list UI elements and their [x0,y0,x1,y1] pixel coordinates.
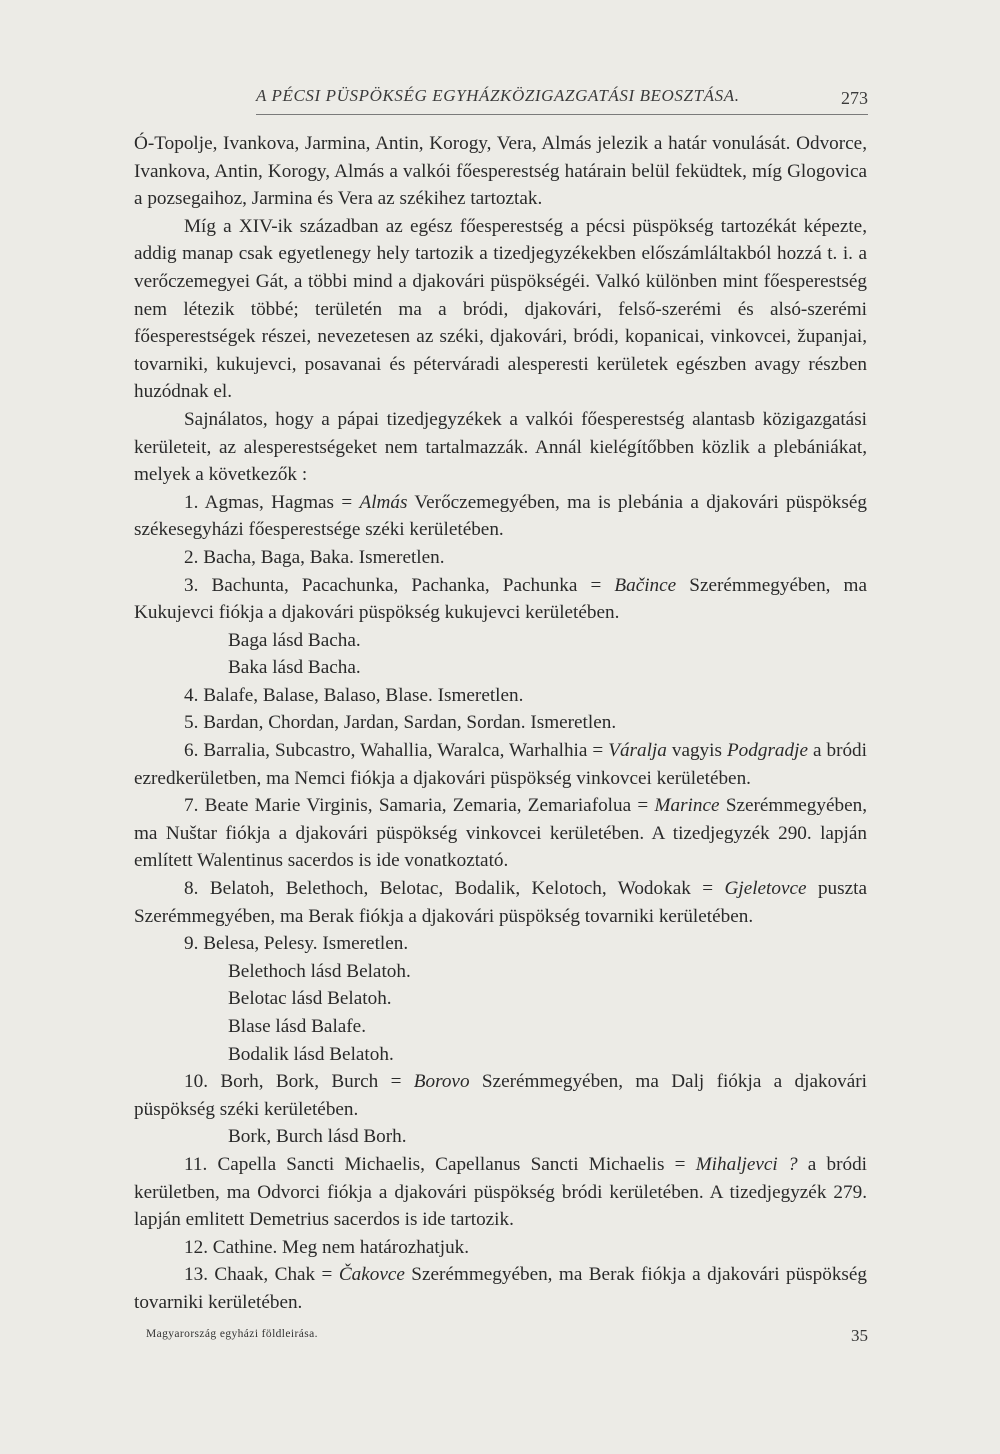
entry-text: vagyis [666,740,727,762]
entry-text: 1. Agmas, Hagmas = [184,491,360,513]
entry-3 [134,572,867,627]
place-name: Gjeletovce [724,878,807,900]
cross-reference: Belotac lásd Belatoh. [228,988,392,1010]
entry-text: 8. Belatoh, Belethoch, Belotac, Bodalik, Kelotoch, Wodokak = [184,878,725,900]
footer-source: Magyarország egyházi földleirása. [146,1328,318,1340]
running-head [136,86,868,116]
place-name: Marince [654,795,720,817]
entry-text: 3. Bachunta, Pacachunka, Pachanka, Pachunka = [184,574,615,596]
entry-13 [134,1261,867,1316]
entry-text: Szerémmegyében, ma Berak fiókja a djakovári püspökség tovarniki kerületében. [134,1264,867,1313]
place-name: Čakovce [338,1264,405,1286]
entry-text: Szerémmegyében, ma Nuštar fiókja a djakovári püspökség vinkovcei kerületében. A tizedjegyzék 290. lapján említett Walentinus sacerdos is ide vonatkoztató. [134,795,867,872]
entry-text: a bródi ezredkerületben, ma Nemci fiókja a djakovári püspökség vinkovcei kerületében. [134,740,867,789]
body-text [134,130,867,1317]
entry-text: Szerémmegyében, ma Kukujevci fiókja a djakovári püspökség kukujevci kerületében. [134,574,867,624]
entry-9: 9. Belesa, Pelesy. Ismeretlen. [184,933,409,955]
entry-text: 11. Capella Sancti Michaelis, Capellanus Sancti Michaelis = [184,1153,696,1175]
entry-8 [134,875,867,930]
place-name: Borovo [413,1071,470,1093]
place-name: Almás [359,491,408,513]
place-name: Podgradje [726,740,808,762]
entry-text: puszta Szerémmegyében, ma Berak fiókja a djakovári püspökség tovarniki kerületében. [134,878,867,927]
cross-reference: Bork, Burch lásd Borh. [228,1126,407,1148]
entry-1 [134,489,867,544]
cross-reference: Baka lásd Bacha. [228,657,361,679]
entry-6 [134,737,867,792]
entry-2: 2. Bacha, Baga, Baka. Ismeretlen. [184,546,445,568]
entry-11 [134,1151,867,1234]
intro-paragraph-2: Míg a XIV-ik században az egész főesperestség a pécsi püspökség tartozékát képezte, addig manap csak egyetlenegy hely tartozik a tizedjegyzékekben előszámláltakból hozzá t. i. a verőczemegyei Gát, a többi mind a djakovári püspökségéi. Valkó különben mint főesperestség nem létezik többé; területén ma a bródi, djakovári, felső-szerémi és alsó-szerémi főesperestségek részei, nevezetesen az széki, djakovári, bródi, kopanicai, vinkovcei, županjai, tovarniki, kukujevci, posavanai és péterváradi alesperesti kerületek egészben avagy részben huzódnak el. [134,215,867,403]
place-name: Mihaljevci ? [695,1153,798,1175]
entry-text: a bródi kerületben, ma Odvorci fiókja a djakovári püspökség bródi kerületében. A tizedjegyzék 279. lapján emlitett Demetrius sacerdos is ide tartozik. [134,1153,868,1231]
entry-text: 6. Barralia, Subcastro, Wahallia, Waralca, Warhalhia = [184,740,609,762]
page-number: 273 [841,88,868,108]
intro-paragraph-1: Ó-Topolje, Ivankova, Jarmina, Antin, Korogy, Vera, Almás jelezik a határ vonulását. Odvorce, Ivankova, Antin, Korogy, Almás a valkói főesperestség határain belül feküdtek, míg Glogovica a pozsegaihoz, Jarmina és Vera az székihez tartoztak. [134,133,867,210]
place-name: Bačince [614,574,677,596]
header-rule [256,114,868,115]
intro-paragraph-3: Sajnálatos, hogy a pápai tizedjegyzékek a valkói főesperestség alantasb közigazgatási kerületeit, az alesperestségeket nem tartalmazzák. Annál kielégítőbben közlik a plebániákat, melyek a következők : [134,408,867,486]
entry-text: 10. Borh, Bork, Burch = [184,1071,414,1093]
place-name: Váralja [608,740,667,762]
cross-reference: Baga lásd Bacha. [228,629,361,651]
entry-text: Szerémmegyében, ma Dalj fiókja a djakovári püspökség széki kerületében. [134,1071,867,1120]
entry-7 [134,792,867,875]
entry-text: Verőczemegyében, ma is plebánia a djakovári püspökség székesegyházi főesperestsége széki kerületében. [134,491,868,541]
cross-reference: Bodalik lásd Belatoh. [228,1043,394,1065]
entry-10 [134,1068,867,1123]
cross-reference: Blase lásd Balafe. [228,1016,366,1037]
signature-mark: 35 [851,1326,868,1345]
entry-text: 13. Chaak, Chak = [184,1264,339,1286]
entry-4: 4. Balafe, Balase, Balaso, Blase. Ismeretlen. [184,684,524,706]
entry-5: 5. Bardan, Chordan, Jardan, Sardan, Sordan. Ismeretlen. [184,712,617,734]
running-title: A PÉCSI PÜSPÖKSÉG EGYHÁZKÖZIGAZGATÁSI BEOSZTÁSA. [256,86,740,105]
page-footer [146,1324,868,1354]
entry-text: 7. Beate Marie Virginis, Samaria, Zemaria, Zemariafolua = [184,795,655,817]
cross-reference: Belethoch lásd Belatoh. [228,960,411,982]
entry-12: 12. Cathine. Meg nem határozhatjuk. [184,1236,470,1258]
